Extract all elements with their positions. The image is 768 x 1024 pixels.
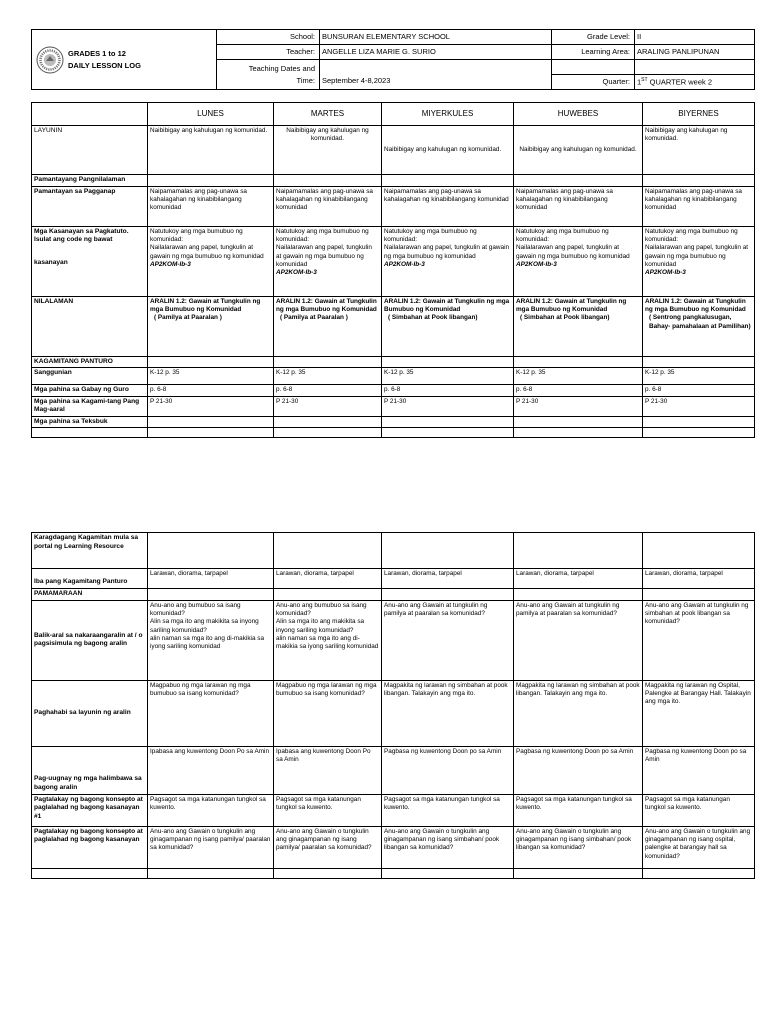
pag-uugnay-biyernes: Pagbasa ng kuwentong Doon po sa Amin [643,746,755,794]
paghahabi-lunes: Magpabuo ng mga larawan ng mga bumubuo sa isang komunidad? [148,680,274,746]
nilalaman-sub: ( Simbahan at Pook libangan) [388,314,478,322]
sanggunian-lunes: K-12 p. 35 [148,368,274,385]
paghahabi-biyernes: Magpakita ng larawan ng Ospital, Palengke at Barangay Hall. Talakayin ang mga ito. [643,680,755,746]
paghahabi-martes: Magpabuo ng mga larawan ng mga bumubuo sa isang komunidad? [274,680,382,746]
balik-huwebes: Anu-ano ang Gawain at tungkulin ng pamilya at paaralan sa komunidad? [514,600,643,680]
learning-area-label: Learning Area: [552,45,635,60]
lesson-table-top [31,102,755,438]
pagtalakay2-huwebes: Anu-ano ang Gawain o tungkulin ang ginagampanan ng isang simbahan/ pook libangan sa komunidad? [514,826,643,868]
row-label-iba: Iba pang Kagamitang Panturo [32,569,148,589]
kasanayan-code: AP2KOM-Ib-3 [516,260,557,268]
dates-label-line1: Teaching Dates and [248,63,315,73]
header-table [31,29,755,90]
header-logo-cell [32,30,217,90]
kasanayan-huwebes [514,226,643,296]
row-label-karagdagang: Karagdagang Kagamitan mula sa portal ng Learning Resource [32,533,148,569]
nilalaman-huwebes [514,296,643,356]
sanggunian-biyernes: K-12 p. 35 [643,368,755,385]
iba-miyerkules: Larawan, diorama, tarpapel [382,569,514,589]
empty-cell [643,868,755,878]
pagtalakay2-biyernes: Anu-ano ang Gawain o tungkulin ang ginagampanan ng isang ospital, palengke at barangay hall sa komunidad? [643,826,755,868]
empty-cell [148,356,274,368]
nilalaman-sub: ( Pamilya at Paaralan ) [280,314,348,322]
empty-cell [514,175,643,187]
kasanayan-text-1: Natutukoy ang mga bumubuo ng komunidad: [276,227,369,243]
blank-cell [635,60,755,75]
pagtalakay2-miyerkules: Anu-ano ang Gawain o tungkulin ang ginagampanan ng isang simbahan/ pook libangan sa komunidad? [382,826,514,868]
empty-cell [643,416,755,428]
kasanayan-miyerkules [382,226,514,296]
empty-cell [274,416,382,428]
nilalaman-title: ARALIN 1.2: Gawain at Tungkulin ng mga Bumubuo ng Komunidad [516,297,627,313]
empty-cell [274,868,382,878]
kagamitang-pahina-martes: P 21-30 [274,396,382,416]
dll-label: DAILY LESSON LOG [68,60,141,70]
empty-cell [32,428,148,438]
empty-cell [148,868,274,878]
empty-cell [274,533,382,569]
pag-uugnay-martes: Ipabasa ang kuwentong Doon Po sa Amin [274,746,382,794]
row-label-pag-uugnay: Pag-uugnay ng mga halimbawa sa bagong aralin [32,746,148,794]
kasanayan-label-line2: kasanayan [34,258,68,266]
day-biyernes: BIYERNES [643,103,755,126]
nilalaman-sub: ( Simbahan at Pook libangan) [520,314,610,322]
pag-uugnay-lunes: Ipabasa ang kuwentong Doon Po sa Amin [148,746,274,794]
empty-cell [382,416,514,428]
empty-cell [382,533,514,569]
dates-label-line2: Time: [296,75,315,85]
iba-lunes: Larawan, diorama, tarpapel [148,569,274,589]
nilalaman-lunes [148,296,274,356]
kasanayan-text-1: Natutukoy ang mga bumubuo ng komunidad: [150,227,243,243]
empty-cell [148,175,274,187]
iba-martes: Larawan, diorama, tarpapel [274,569,382,589]
empty-cell [148,416,274,428]
pagtalakay1-huwebes: Pagsagot sa mga katanungan tungkol sa kuwento. [514,794,643,826]
grades-label: GRADES 1 to 12 [68,48,126,58]
quarter-text: QUARTER week 2 [647,77,713,87]
quarter-number: 1 [637,77,642,87]
learning-area-value: ARALING PANLIPUNAN [635,45,755,60]
teacher-label: Teacher: [217,45,320,60]
empty-cell [514,589,643,601]
lesson-table-bottom [31,532,755,879]
layunin-martes: Naibibigay ang kahulugan ng komunidad. [274,126,382,175]
kasanayan-code: AP2KOM-Ib-3 [384,260,425,268]
pagtalakay1-martes: Pagsagot sa mga katanungan tungkol sa kuwento. [274,794,382,826]
row-label-balik-aral: Balik-aral sa nakaraangaralin at / o pagsisimula ng bagong aralin [32,600,148,680]
nilalaman-title: ARALIN 1.2: Gawain at Tungkulin ng mga Bumubuo ng Komunidad [384,297,510,313]
quarter-suffix: ST [641,76,648,83]
kasanayan-text-2: Nailalarawan ang papel, tungkulin at gawain ng mga bumubuo ng komunidad [276,244,372,268]
pagtalakay1-biyernes: Pagsagot sa mga katanungan tungkol sa kuwento. [643,794,755,826]
teacher-value: ANGELLE LIZA MARIE G. SURIO [320,45,552,60]
school-value: BUNSURAN ELEMENTARY SCHOOL [320,30,552,45]
day-miyerkules: MIYERKULES [382,103,514,126]
gabay-lunes: p. 6-8 [148,385,274,397]
empty-cell [274,356,382,368]
gabay-miyerkules: p. 6-8 [382,385,514,397]
row-label-kasanayan [32,226,148,296]
pagtalakay1-miyerkules: Pagsagot sa mga katanungan tungkol sa kuwento. [382,794,514,826]
empty-cell [32,868,148,878]
kasanayan-text-2: Nailalarawan ang papel, tungkulin at gawain ng mga bumubuo ng komunidad [384,244,510,260]
sanggunian-martes: K-12 p. 35 [274,368,382,385]
kasanayan-text-2: Nailalarawan ang papel, tungkulin at gawain ng mga bumubuo ng komunidad [516,244,630,260]
row-label-kagamitang: KAGAMITANG PANTURO [32,356,148,368]
empty-cell [148,589,274,601]
pag-uugnay-miyerkules: Pagbasa ng kuwentong Doon po sa Amin [382,746,514,794]
kasanayan-biyernes [643,226,755,296]
grade-level-label: Grade Level: [552,30,635,45]
dates-value: September 4-8,2023 [320,60,552,90]
empty-cell [514,428,643,438]
pagganap-biyernes: Naipamamalas ang pag-unawa sa kahalagahan ng kinabibilangang komunidad [643,186,755,226]
pagganap-huwebes: Naipamamalas ang pag-unawa sa kahalagahan ng kinabibilangang komunidad [514,186,643,226]
gabay-huwebes: p. 6-8 [514,385,643,397]
empty-cell [514,868,643,878]
row-label-pamamaraan: PAMAMARAAN [32,589,148,601]
gabay-biyernes: p. 6-8 [643,385,755,397]
grade-level-value: II [635,30,755,45]
empty-cell [274,175,382,187]
kasanayan-code: AP2KOM-Ib-3 [645,269,686,277]
empty-cell [382,868,514,878]
row-label-pagtalakay-1: Pagtalakay ng bagong konsepto at paglalahad ng bagong kasanayan #1 [32,794,148,826]
day-martes: MARTES [274,103,382,126]
row-label-sanggunian: Sanggunian [32,368,148,385]
corner-cell [32,103,148,126]
kasanayan-text-2: Nailalarawan ang papel, tungkulin at gawain ng mga bumubuo ng komunidad [150,244,264,260]
kasanayan-text-1: Natutukoy ang mga bumubuo ng komunidad: [645,227,738,243]
kasanayan-text-2: Nailalarawan ang papel, tungkulin at gawain ng mga bumubuo ng komunidad [645,244,749,268]
nilalaman-martes [274,296,382,356]
layunin-lunes: Naibibigay ang kahulugan ng komunidad. [148,126,274,175]
empty-cell [148,428,274,438]
kasanayan-martes [274,226,382,296]
empty-cell [382,428,514,438]
day-lunes: LUNES [148,103,274,126]
blank-cell [552,60,635,75]
iba-huwebes: Larawan, diorama, tarpapel [514,569,643,589]
layunin-huwebes: Naibibigay ang kahulugan ng komunidad. [514,126,643,175]
pagtalakay1-lunes: Pagsagot sa mga katanungan tungkol sa kuwento. [148,794,274,826]
school-label: School: [217,30,320,45]
paghahabi-huwebes: Magpakita ng larawan ng simbahan at pook libangan. Talakayin ang mga ito. [514,680,643,746]
dates-label [217,60,320,90]
pagganap-miyerkules: Naipamamalas ang pag-unawa sa kahalagahan ng kinabibilangang komunidad [382,186,514,226]
kasanayan-code: AP2KOM-Ib-3 [276,269,317,277]
pagganap-lunes: Naipamamalas ang pag-unawa sa kahalagahan ng kinabibilangang komunidad [148,186,274,226]
nilalaman-title: ARALIN 1.2: Gawain at Tungkulin ng mga Bumubuo ng Komunidad [645,297,746,313]
kagamitang-pahina-miyerkules: P 21-30 [382,396,514,416]
kagamitang-pahina-huwebes: P 21-30 [514,396,643,416]
empty-cell [514,416,643,428]
pagtalakay2-lunes: Anu-ano ang Gawain o tungkulin ang ginagampanan ng isang pamilya/ paaralan sa komunidad? [148,826,274,868]
empty-cell [514,533,643,569]
empty-cell [274,428,382,438]
balik-miyerkules: Anu-ano ang Gawain at tungkulin ng pamilya at paaralan sa komunidad? [382,600,514,680]
layunin-biyernes: Naibibigay ang kahulugan ng komunidad. [643,126,755,175]
sanggunian-huwebes: K-12 p. 35 [514,368,643,385]
layunin-miyerkules: Naibibigay ang kahulugan ng komunidad. [382,126,514,175]
quarter-value [635,75,755,90]
kasanayan-code: AP2KOM-Ib-3 [150,260,191,268]
row-label-gabay: Mga pahina sa Gabay ng Guro [32,385,148,397]
row-label-pagtalakay-2: Pagtalakay ng bagong konsepto at paglalahad ng bagong kasanayan [32,826,148,868]
quarter-label: Quarter: [552,75,635,90]
deped-seal-icon [36,46,64,74]
nilalaman-title: ARALIN 1.2: Gawain at Tungkulin ng mga Bumubuo ng Komunidad [276,297,377,313]
empty-cell [274,589,382,601]
empty-cell [382,356,514,368]
row-label-pamantayang: Pamantayang Pangnilalaman [32,175,148,187]
empty-cell [643,356,755,368]
row-label-paghahabi: Paghahabi sa layunin ng aralin [32,680,148,746]
iba-biyernes: Larawan, diorama, tarpapel [643,569,755,589]
day-huwebes: HUWEBES [514,103,643,126]
pagganap-martes: Naipamamalas ang pag-unawa sa kahalagahan ng kinabibilangang komunidad [274,186,382,226]
nilalaman-biyernes [643,296,755,356]
row-label-pagganap: Pamantayan sa Pagganap [32,186,148,226]
nilalaman-sub: ( Sentrong pangkalusugan, Bahay- pamahalaan at Pamilihan) [649,314,751,330]
empty-cell [643,533,755,569]
gabay-martes: p. 6-8 [274,385,382,397]
balik-biyernes: Anu-ano ang Gawain at tungkulin ng simbahan at pook libangan sa komunidad? [643,600,755,680]
empty-cell [382,175,514,187]
row-label-teksbuk: Mga pahina sa Teksbuk [32,416,148,428]
paghahabi-miyerkules: Magpakita ng larawan ng simbahan at pook libangan. Talakayin ang mga ito. [382,680,514,746]
balik-martes: Anu-ano ang bumubuo sa isang komunidad? Alin sa mga ito ang makikita sa inyong sariling komunidad? alin naman sa mga ito ang di-makikia sa iyong sariling komunidad [274,600,382,680]
empty-cell [148,533,274,569]
empty-cell [643,428,755,438]
kasanayan-text-1: Natutukoy ang mga bumubuo ng komunidad: [516,227,609,243]
empty-cell [514,356,643,368]
row-label-kagamitang-pahina: Mga pahina sa Kagami-tang Pang Mag-aaral [32,396,148,416]
nilalaman-title: ARALIN 1.2: Gawain at Tungkulin ng mga Bumubuo ng Komunidad [150,297,261,313]
balik-lunes: Anu-ano ang bumubuo sa isang komunidad? Alin sa mga ito ang makikita sa inyong sariling komunidad? alin naman sa mga ito ang di-makikia sa iyong sariling komunidad [148,600,274,680]
kagamitang-pahina-lunes: P 21-30 [148,396,274,416]
empty-cell [643,175,755,187]
nilalaman-sub: ( Pamilya at Paaralan ) [154,314,222,322]
row-label-layunin: LAYUNIN [32,126,148,175]
pagtalakay2-martes: Anu-ano ang Gawain o tungkulin ang ginagampanan ng isang pamilya/ paaralan sa komunidad? [274,826,382,868]
sanggunian-miyerkules: K-12 p. 35 [382,368,514,385]
kagamitang-pahina-biyernes: P 21-30 [643,396,755,416]
row-label-nilalaman: NILALAMAN [32,296,148,356]
empty-cell [643,589,755,601]
empty-cell [382,589,514,601]
nilalaman-miyerkules [382,296,514,356]
kasanayan-label-line1: Mga Kasanayan sa Pagkatuto. Isulat ang code ng bawat [34,227,129,244]
kasanayan-lunes [148,226,274,296]
kasanayan-text-1: Natutukoy ang mga bumubuo ng komunidad: [384,227,477,243]
pag-uugnay-huwebes: Pagbasa ng kuwentong Doon po sa Amin [514,746,643,794]
